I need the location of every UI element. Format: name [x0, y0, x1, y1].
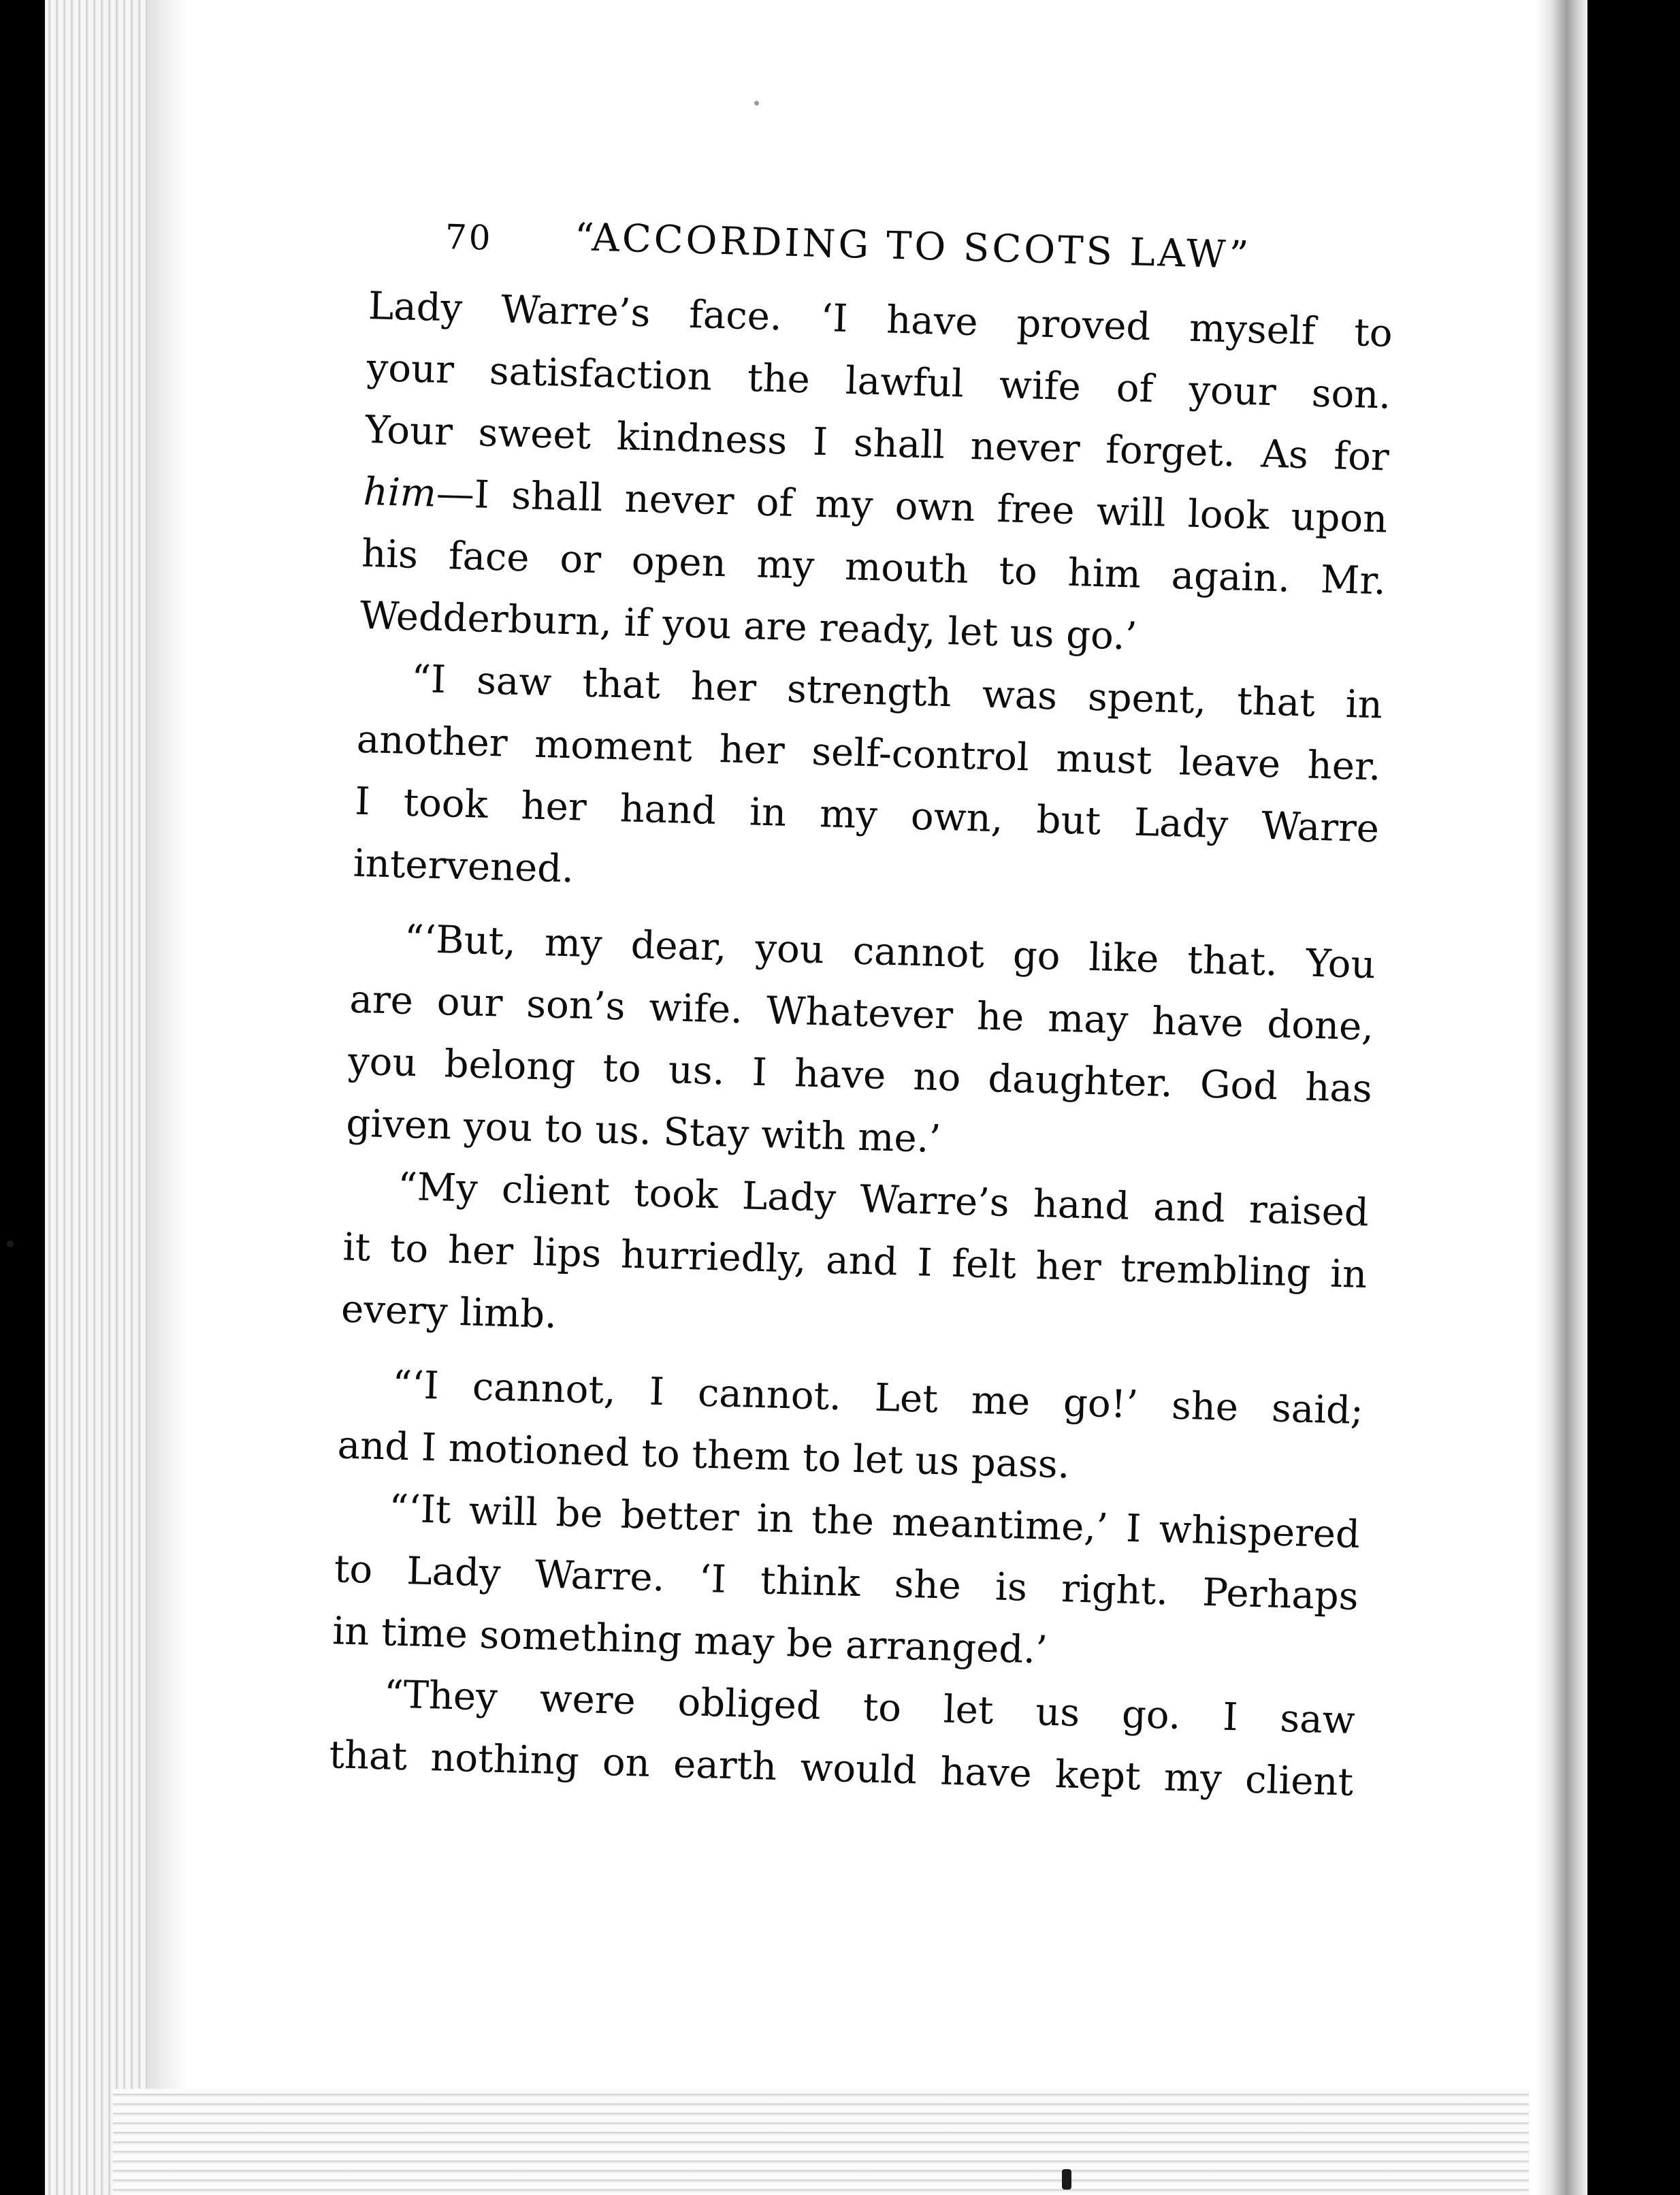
gutter-shadow: [147, 0, 188, 2195]
scan-speck: [754, 101, 759, 106]
text-line: “They were obliged to let us go. I saw: [383, 1672, 1356, 1743]
page-edge-left: [45, 0, 147, 2195]
page-edge-bottom: [113, 2089, 1529, 2195]
italic-emphasis: him: [362, 469, 437, 516]
text-line: “‘It will be better in the meantime,’ I whispered: [388, 1486, 1361, 1557]
text-line: “‘I cannot, I cannot. Let me go!’ she said;: [391, 1362, 1364, 1434]
text-line: it to her lips hurriedly, and I felt her trembling in: [342, 1225, 1368, 1298]
text-line: you belong to us. I have no daughter. God has: [347, 1039, 1373, 1112]
text-line: “‘But, my dear, you cannot go like that. You: [404, 916, 1376, 988]
text-line: and I motioned to them to let us pass.: [337, 1423, 1071, 1488]
text-line: another moment her self-control must leave her.: [356, 717, 1382, 790]
text-line: are our son’s wife. Whatever he may have done,: [349, 977, 1374, 1050]
page-text-block: [328, 210, 1395, 1814]
text-line: Lady Warre’s face. ‘I have proved myself to: [368, 283, 1393, 356]
text-line: given you to us. Stay with me.’: [345, 1101, 942, 1162]
text-line: your satisfaction the lawful wife of your son.: [366, 345, 1392, 418]
text-line: his face or open my mouth to him again. Mr.: [361, 531, 1387, 604]
text-line: “My client took Lady Warre’s hand and raised: [397, 1164, 1370, 1236]
binding-shadow-right: [1536, 0, 1587, 2195]
text-line: every limb.: [340, 1287, 558, 1337]
text-line: that nothing on earth would have kept my client: [328, 1733, 1354, 1805]
page-number: 70: [445, 217, 494, 258]
text-line-remainder: —I shall never of my own free will look upon: [435, 471, 1389, 542]
text-line: “I saw that her strength was spent, that in: [410, 656, 1383, 728]
text-line: in time something may be arranged.’: [332, 1609, 1048, 1673]
scan-speck: [7, 1240, 14, 1247]
text-line: intervened.: [353, 841, 575, 892]
text-line: Your sweet kindness I shall never forget. As for: [364, 407, 1390, 480]
text-line: to Lady Warre. ‘I think she is right. Perhaps: [334, 1547, 1359, 1619]
text-line: Wedderburn, if you are ready, let us go.’: [359, 593, 1138, 659]
text-line: I took her hand in my own, but Lady Warre: [354, 779, 1380, 852]
scan-speck: [1062, 2169, 1071, 2190]
running-title: “ACCORDING TO SCOTS LAW”: [574, 215, 1252, 278]
scan-background-right: [1587, 0, 1680, 2195]
